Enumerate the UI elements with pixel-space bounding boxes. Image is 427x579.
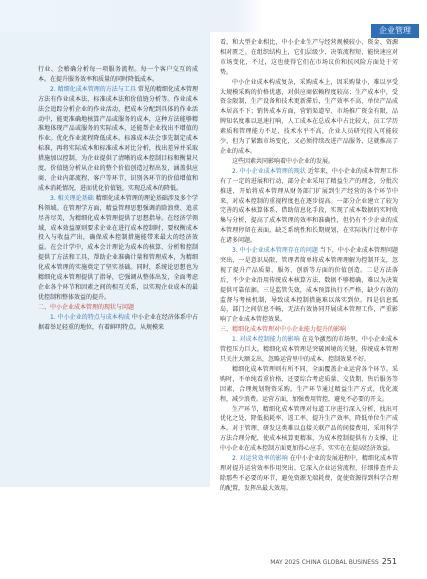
paragraph: 精细化成本管理则有所不同，全面覆盖企业运营各个环节。采购时，不单纯看重价格，还要综合考虑质量、交货期、售后服务等因素，合理规划物资采购。生产环节通过精益生产方式，优化流程，减少浪费。运营方面，加强费用管控，避免不必要的开支。 — [220, 365, 398, 403]
page-footer — [270, 557, 397, 566]
subsection-2 — [38, 85, 198, 194]
paragraph: 中小企业成本构成复杂，采购成本上，因采购量小，难以享受大规模采购的价格优惠，对供应商依赖程度较高；生产成本中，受资金限制，生产设备和技术更新滞后，生产效率不高，单位产品成本居高不下；销售成本方面，营销渠道窄、市场推广资金有限，品牌知名度难以迅速打响，人工成本在总成本中占比较大，员工学历素质和管理能力不足、技术水平不高，企业人员研究投入可能较少，但为了紧跟市场变化，又必须持续改进产品服务，这就推高了企业的成本。 — [220, 78, 398, 155]
right-column — [220, 38, 398, 494]
subsection-title: 3. 相关理论基础 — [50, 194, 94, 202]
subsection-title: 2. 对运营效率的影响 — [232, 455, 288, 463]
publication-name: MAY 2025 CHINA GLOBAL BUSINESS — [270, 559, 379, 566]
section-heading: 三、精细化成本管理对中小企业能力提升的影响 — [220, 326, 347, 334]
section-tag: 企业管理 — [371, 24, 419, 38]
subsection-title: 2. 精细化成本管理的方法与工具 — [50, 85, 136, 93]
top-band — [0, 0, 427, 32]
subsection-body: 精细化成本管理的理论基础涉及多个学科领域。在管理学方面，精益管理思想强调消除浪费、追求尽善尽美，为精细化成本管理提供了思想指导。在经济学领域，成本效益原则要求企业在进行成本控制时，要权衡成本投入与收益产出，确保成本控制措施能带来最大的经济效益。在会计学中，成本会计理论为成本的核算、分析和控制提供了方法和工具，帮助企业准确计量和管理成本，为精细化成本管理的实施奠定了坚实基础。同时，系统论思想也为精细化成本管理提供了指导，它强调从整体出发，全面考虑企业各个环节和因素之间的相互关系，以实现企业成本的最优控制和整体效益的提升。 — [38, 194, 198, 301]
subsection-2 — [220, 167, 398, 246]
subsection-body: 在竞争激烈的市场里，中小企业成本管控压力巨大。精细化成本管理是突破困境的关键。传统成本管理只关注大额支出，忽略运营里中的成本。控制效果不好。 — [220, 336, 398, 363]
subsection-3-2 — [220, 454, 398, 494]
paragraph: 这些因素共同影响着中小企业的发展。 — [232, 157, 335, 165]
subsection-title: 2. 中小企业成本管理的现状 — [232, 167, 306, 175]
subsection-2-1 — [38, 313, 198, 333]
subsection-title: 1. 中小企业的特点与成本构成 — [50, 313, 130, 321]
subsection-body: 常见的精细化成本管理方法有作业成本法、标准成本法和价值链分析等。作业成本法会追踪分析企业的作业活动，把成本分配到具体的作业活动中，能更准确地核算产品或服务的成本，这种方法能够精准地体现产品或服务的实际成本，还能帮企业找出不增值的作业。优化作业流程降低成本。标准成本法会事先制定成本标准，再将实际成本和标准成本对比分析，找出差异并采取措施加以控制，为企业提供了清晰的成本控制目标和衡量尺度。价值链分析从企业的整个价值创造过程出发，涵盖供应商、企业内部流程、客户等环节，识别各环节的价值增值和成本消耗情况，进而优化价值链，实现总成本的降低。 — [38, 85, 198, 192]
left-column — [38, 65, 198, 332]
paragraph: 看，和大型企业相比，中小企业生产与经营规模较小、资金、资源相对匮乏。在组织结构上，它们层级少、决策流程短，能快速应对市场变化，不过，这也使得它们在市场议价和抗风险方面处于劣势。 — [220, 39, 398, 76]
subsection-3-1 — [220, 335, 398, 365]
subsection-3 — [38, 194, 198, 303]
subsection-title: 3. 中小企业成本管理存在的问题 — [232, 247, 318, 255]
paragraph: 行业、会稽确分析每一项服务流程。每一个客户交互的成本。在提升服务效率和质量的同时降低成本。 — [38, 66, 198, 83]
subsection-body: 在中小企业的发展进程中，精细化成本管理对提升运营效率作用突出。它深入企业运营流程，仔细排查并去除那些不必要的环节，避免资源无端耗费，促使资源得到科学合理的配置，发挥出最大效用。 — [220, 455, 398, 492]
subsection-title: 1. 对成本控制能力的影响 — [232, 336, 300, 344]
subsection-body: 当下，中小企业成本管理问题突出，一是意识局限，管理者简单将成本管理理解为控制开支，忽视了提升产品质量、服务、创新等方面的价值创造。二是方法落后，不少企业沿用传统成本核算方法，数据不够精确，难以为决策提供可靠依据。三是监管失效，成本预算执行不严格，缺少有效的监督与考核机制，导致成本控制措施难以落实到位。四是信息孤岛，部门之间信息不畅，无法有效协同开展成本管理工作，严重影响了企业成本管控效果。 — [220, 247, 398, 324]
subsection-body: 近年来，中小企业的成本管理工作有了一定的进展和行动，部分企业采用了精益生产的理念，分批次推进，开始将成本管理从财务部门扩展到生产经营的各个环节中来，对成本控制的重视程度也在逐步提高。一部分企业建立了较为完善的成本核算体系，借助信息化手段，实现了成本数据的实时收集与分析，提高了成本管理的效率和准确性，但仍有不少企业的成本管理停留在表面，缺乏系统性和长期规划，在实际执行过程中存在诸多问题。 — [220, 167, 398, 245]
paragraph: 生产环节，精细化成本管理对每道工序进行深入分析，找出可优化之处，降低损耗率、返工率，提升生产效率，降低单位生产成本。对于管理、研发这类难以直接关联产品的间接费用，采用科学方法合理分配，使成本核算更精准，为成本控制提供有力支撑，让中小企业在成本控制方面更加得心应手，实实在在提高经济效益。 — [220, 405, 398, 453]
subsection-3 — [220, 246, 398, 325]
page-number: 251 — [381, 557, 397, 566]
subsection-body: 中小企业在经济体系中占据着举足轻重的地位，有着鲜明特点。从规模来 — [38, 313, 198, 331]
section-heading: 二、中小企业成本管理的现状与问题 — [38, 303, 135, 311]
